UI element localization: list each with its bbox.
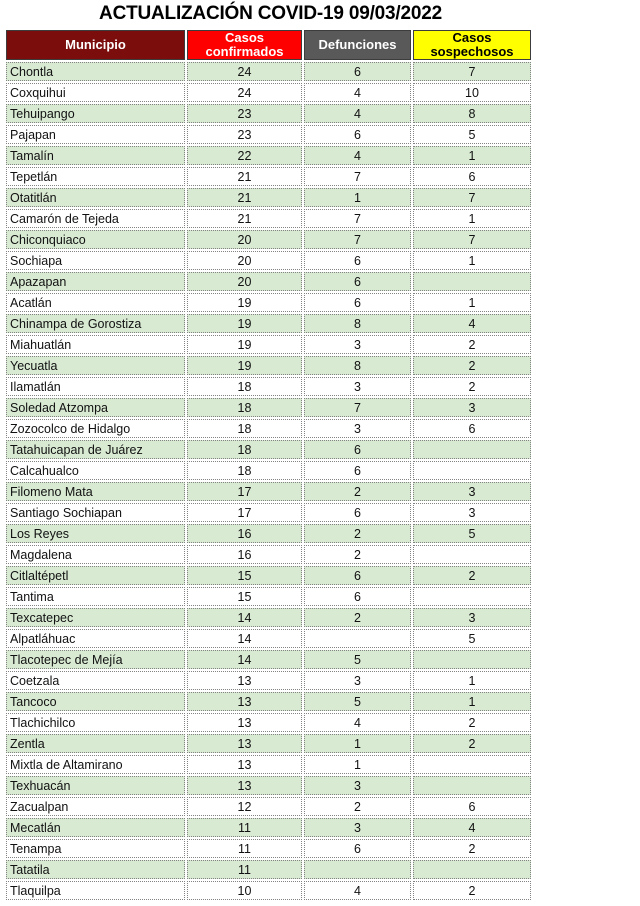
- table-row: [6, 503, 531, 522]
- sospechosos-cell: 4: [413, 818, 531, 837]
- confirmados-cell: 21: [187, 188, 302, 207]
- sospechosos-cell: 5: [413, 629, 531, 648]
- municipio-cell: Soledad Atzompa: [6, 398, 185, 417]
- table-row: [6, 83, 531, 102]
- municipio-cell: Chiconquiaco: [6, 230, 185, 249]
- confirmados-cell: 13: [187, 755, 302, 774]
- confirmados-cell: 13: [187, 713, 302, 732]
- table-row: [6, 125, 531, 144]
- table-header: [6, 30, 531, 60]
- table-row: [6, 797, 531, 816]
- sospechosos-cell: 2: [413, 356, 531, 375]
- sospechosos-cell: 4: [413, 314, 531, 333]
- defunciones-cell: 8: [304, 356, 411, 375]
- table-row: [6, 146, 531, 165]
- defunciones-cell: 2: [304, 545, 411, 564]
- table-row: [6, 419, 531, 438]
- sospechosos-cell: 1: [413, 293, 531, 312]
- municipio-cell: Camarón de Tejeda: [6, 209, 185, 228]
- sospechosos-cell: 2: [413, 377, 531, 396]
- table-row: [6, 776, 531, 795]
- confirmados-cell: 24: [187, 62, 302, 81]
- table-row: [6, 545, 531, 564]
- sospechosos-cell: 1: [413, 671, 531, 690]
- table-row: [6, 251, 531, 270]
- municipio-cell: Yecuatla: [6, 356, 185, 375]
- defunciones-cell: 6: [304, 503, 411, 522]
- table-row: [6, 881, 531, 900]
- confirmados-cell: 19: [187, 314, 302, 333]
- municipio-cell: Tatahuicapan de Juárez: [6, 440, 185, 459]
- sospechosos-cell: 6: [413, 797, 531, 816]
- sospechosos-cell: 2: [413, 713, 531, 732]
- defunciones-cell: 6: [304, 440, 411, 459]
- municipio-cell: Zacualpan: [6, 797, 185, 816]
- confirmados-cell: 21: [187, 167, 302, 186]
- defunciones-cell: 6: [304, 125, 411, 144]
- defunciones-cell: 7: [304, 398, 411, 417]
- confirmados-cell: 20: [187, 272, 302, 291]
- sospechosos-cell: 1: [413, 209, 531, 228]
- sospechosos-cell: 3: [413, 398, 531, 417]
- confirmados-cell: 20: [187, 230, 302, 249]
- sospechosos-cell: 10: [413, 83, 531, 102]
- municipio-cell: Apazapan: [6, 272, 185, 291]
- municipio-cell: Tancoco: [6, 692, 185, 711]
- sospechosos-cell: [413, 860, 531, 879]
- table-row: [6, 839, 531, 858]
- defunciones-cell: 2: [304, 608, 411, 627]
- sospechosos-cell: [413, 650, 531, 669]
- municipio-cell: Tlachichilco: [6, 713, 185, 732]
- defunciones-cell: 3: [304, 377, 411, 396]
- confirmados-cell: 11: [187, 860, 302, 879]
- column-header-casos-sospechosos: Casos sospechosos: [413, 30, 531, 60]
- municipio-cell: Magdalena: [6, 545, 185, 564]
- municipio-cell: Mixtla de Altamirano: [6, 755, 185, 774]
- table-row: [6, 482, 531, 501]
- sospechosos-cell: [413, 587, 531, 606]
- table-row: [6, 713, 531, 732]
- defunciones-cell: 5: [304, 650, 411, 669]
- table-row: [6, 692, 531, 711]
- table-row: [6, 818, 531, 837]
- confirmados-cell: 13: [187, 734, 302, 753]
- defunciones-cell: 4: [304, 146, 411, 165]
- defunciones-cell: 2: [304, 482, 411, 501]
- page-title: ACTUALIZACIÓN COVID-19 09/03/2022: [99, 3, 442, 24]
- column-header-municipio: Municipio: [6, 30, 185, 60]
- municipio-cell: Tantima: [6, 587, 185, 606]
- defunciones-cell: 4: [304, 713, 411, 732]
- municipio-cell: Zozocolco de Hidalgo: [6, 419, 185, 438]
- table-row: [6, 209, 531, 228]
- municipio-cell: Citlaltépetl: [6, 566, 185, 585]
- defunciones-cell: 6: [304, 272, 411, 291]
- sospechosos-cell: 6: [413, 419, 531, 438]
- sospechosos-cell: 7: [413, 62, 531, 81]
- table-row: [6, 755, 531, 774]
- municipio-cell: Tepetlán: [6, 167, 185, 186]
- table-row: [6, 230, 531, 249]
- confirmados-cell: 21: [187, 209, 302, 228]
- table-row: [6, 860, 531, 879]
- municipio-cell: Texcatepec: [6, 608, 185, 627]
- municipio-cell: Sochiapa: [6, 251, 185, 270]
- defunciones-cell: 6: [304, 461, 411, 480]
- confirmados-cell: 18: [187, 440, 302, 459]
- table-row: [6, 293, 531, 312]
- table-row: [6, 524, 531, 543]
- defunciones-cell: 6: [304, 587, 411, 606]
- sospechosos-cell: [413, 545, 531, 564]
- table-row: [6, 587, 531, 606]
- defunciones-cell: 6: [304, 251, 411, 270]
- column-header-defunciones: Defunciones: [304, 30, 411, 60]
- table-row: [6, 188, 531, 207]
- table-body: [6, 62, 531, 900]
- table-row: [6, 62, 531, 81]
- sospechosos-cell: 2: [413, 566, 531, 585]
- confirmados-cell: 16: [187, 545, 302, 564]
- confirmados-cell: 15: [187, 587, 302, 606]
- defunciones-cell: 2: [304, 524, 411, 543]
- confirmados-cell: 13: [187, 671, 302, 690]
- sospechosos-cell: [413, 440, 531, 459]
- defunciones-cell: 3: [304, 419, 411, 438]
- defunciones-cell: 4: [304, 881, 411, 900]
- confirmados-cell: 10: [187, 881, 302, 900]
- table-row: [6, 167, 531, 186]
- municipio-cell: Zentla: [6, 734, 185, 753]
- defunciones-cell: 1: [304, 755, 411, 774]
- confirmados-cell: 17: [187, 503, 302, 522]
- confirmados-cell: 19: [187, 356, 302, 375]
- defunciones-cell: 1: [304, 188, 411, 207]
- municipio-cell: Alpatláhuac: [6, 629, 185, 648]
- confirmados-cell: 18: [187, 419, 302, 438]
- confirmados-cell: 13: [187, 776, 302, 795]
- defunciones-cell: 7: [304, 209, 411, 228]
- confirmados-cell: 23: [187, 104, 302, 123]
- municipio-cell: Chinampa de Gorostiza: [6, 314, 185, 333]
- covid-table: [4, 28, 533, 902]
- municipio-cell: Miahuatlán: [6, 335, 185, 354]
- sospechosos-cell: [413, 461, 531, 480]
- column-header-casos-confirmados: Casos confirmados: [187, 30, 302, 60]
- defunciones-cell: 7: [304, 167, 411, 186]
- municipio-cell: Santiago Sochiapan: [6, 503, 185, 522]
- confirmados-cell: 17: [187, 482, 302, 501]
- confirmados-cell: 18: [187, 461, 302, 480]
- municipio-cell: Ilamatlán: [6, 377, 185, 396]
- defunciones-cell: 3: [304, 776, 411, 795]
- defunciones-cell: 6: [304, 62, 411, 81]
- confirmados-cell: 11: [187, 839, 302, 858]
- municipio-cell: Coxquihui: [6, 83, 185, 102]
- sospechosos-cell: [413, 755, 531, 774]
- municipio-cell: Filomeno Mata: [6, 482, 185, 501]
- confirmados-cell: 14: [187, 608, 302, 627]
- table-row: [6, 461, 531, 480]
- sospechosos-cell: 1: [413, 251, 531, 270]
- table-row: [6, 440, 531, 459]
- sospechosos-cell: 3: [413, 503, 531, 522]
- confirmados-cell: 24: [187, 83, 302, 102]
- sospechosos-cell: 2: [413, 734, 531, 753]
- sospechosos-cell: 5: [413, 125, 531, 144]
- confirmados-cell: 14: [187, 650, 302, 669]
- table-row: [6, 104, 531, 123]
- confirmados-cell: 20: [187, 251, 302, 270]
- defunciones-cell: [304, 860, 411, 879]
- municipio-cell: Tlaquilpa: [6, 881, 185, 900]
- sospechosos-cell: 5: [413, 524, 531, 543]
- defunciones-cell: 2: [304, 797, 411, 816]
- confirmados-cell: 18: [187, 377, 302, 396]
- defunciones-cell: 3: [304, 818, 411, 837]
- table-row: [6, 566, 531, 585]
- table-row: [6, 272, 531, 291]
- table-row: [6, 335, 531, 354]
- sospechosos-cell: 7: [413, 230, 531, 249]
- sospechosos-cell: 3: [413, 608, 531, 627]
- confirmados-cell: 22: [187, 146, 302, 165]
- municipio-cell: Tamalín: [6, 146, 185, 165]
- confirmados-cell: 11: [187, 818, 302, 837]
- municipio-cell: Tatatila: [6, 860, 185, 879]
- sospechosos-cell: 7: [413, 188, 531, 207]
- sospechosos-cell: 2: [413, 335, 531, 354]
- sospechosos-cell: 2: [413, 839, 531, 858]
- table-row: [6, 398, 531, 417]
- table-row: [6, 671, 531, 690]
- table-row: [6, 629, 531, 648]
- table-row: [6, 356, 531, 375]
- defunciones-cell: [304, 629, 411, 648]
- defunciones-cell: 7: [304, 230, 411, 249]
- sospechosos-cell: 1: [413, 146, 531, 165]
- sospechosos-cell: 6: [413, 167, 531, 186]
- confirmados-cell: 14: [187, 629, 302, 648]
- confirmados-cell: 12: [187, 797, 302, 816]
- defunciones-cell: 3: [304, 335, 411, 354]
- defunciones-cell: 6: [304, 293, 411, 312]
- municipio-cell: Tlacotepec de Mejía: [6, 650, 185, 669]
- confirmados-cell: 16: [187, 524, 302, 543]
- municipio-cell: Otatitlán: [6, 188, 185, 207]
- municipio-cell: Coetzala: [6, 671, 185, 690]
- municipio-cell: Mecatlán: [6, 818, 185, 837]
- defunciones-cell: 1: [304, 734, 411, 753]
- sospechosos-cell: 3: [413, 482, 531, 501]
- defunciones-cell: 6: [304, 839, 411, 858]
- sospechosos-cell: 8: [413, 104, 531, 123]
- defunciones-cell: 4: [304, 83, 411, 102]
- table-row: [6, 650, 531, 669]
- table-row: [6, 734, 531, 753]
- municipio-cell: Texhuacán: [6, 776, 185, 795]
- confirmados-cell: 19: [187, 335, 302, 354]
- municipio-cell: Los Reyes: [6, 524, 185, 543]
- defunciones-cell: 4: [304, 104, 411, 123]
- sospechosos-cell: 1: [413, 692, 531, 711]
- defunciones-cell: 3: [304, 671, 411, 690]
- defunciones-cell: 8: [304, 314, 411, 333]
- municipio-cell: Calcahualco: [6, 461, 185, 480]
- table-row: [6, 314, 531, 333]
- defunciones-cell: 5: [304, 692, 411, 711]
- municipio-cell: Tehuipango: [6, 104, 185, 123]
- table-row: [6, 377, 531, 396]
- confirmados-cell: 13: [187, 692, 302, 711]
- municipio-cell: Chontla: [6, 62, 185, 81]
- defunciones-cell: 6: [304, 566, 411, 585]
- sospechosos-cell: [413, 272, 531, 291]
- confirmados-cell: 19: [187, 293, 302, 312]
- table-row: [6, 608, 531, 627]
- municipio-cell: Pajapan: [6, 125, 185, 144]
- municipio-cell: Tenampa: [6, 839, 185, 858]
- header-row: [6, 30, 531, 60]
- confirmados-cell: 15: [187, 566, 302, 585]
- municipio-cell: Acatlán: [6, 293, 185, 312]
- sospechosos-cell: 2: [413, 881, 531, 900]
- sospechosos-cell: [413, 776, 531, 795]
- confirmados-cell: 23: [187, 125, 302, 144]
- confirmados-cell: 18: [187, 398, 302, 417]
